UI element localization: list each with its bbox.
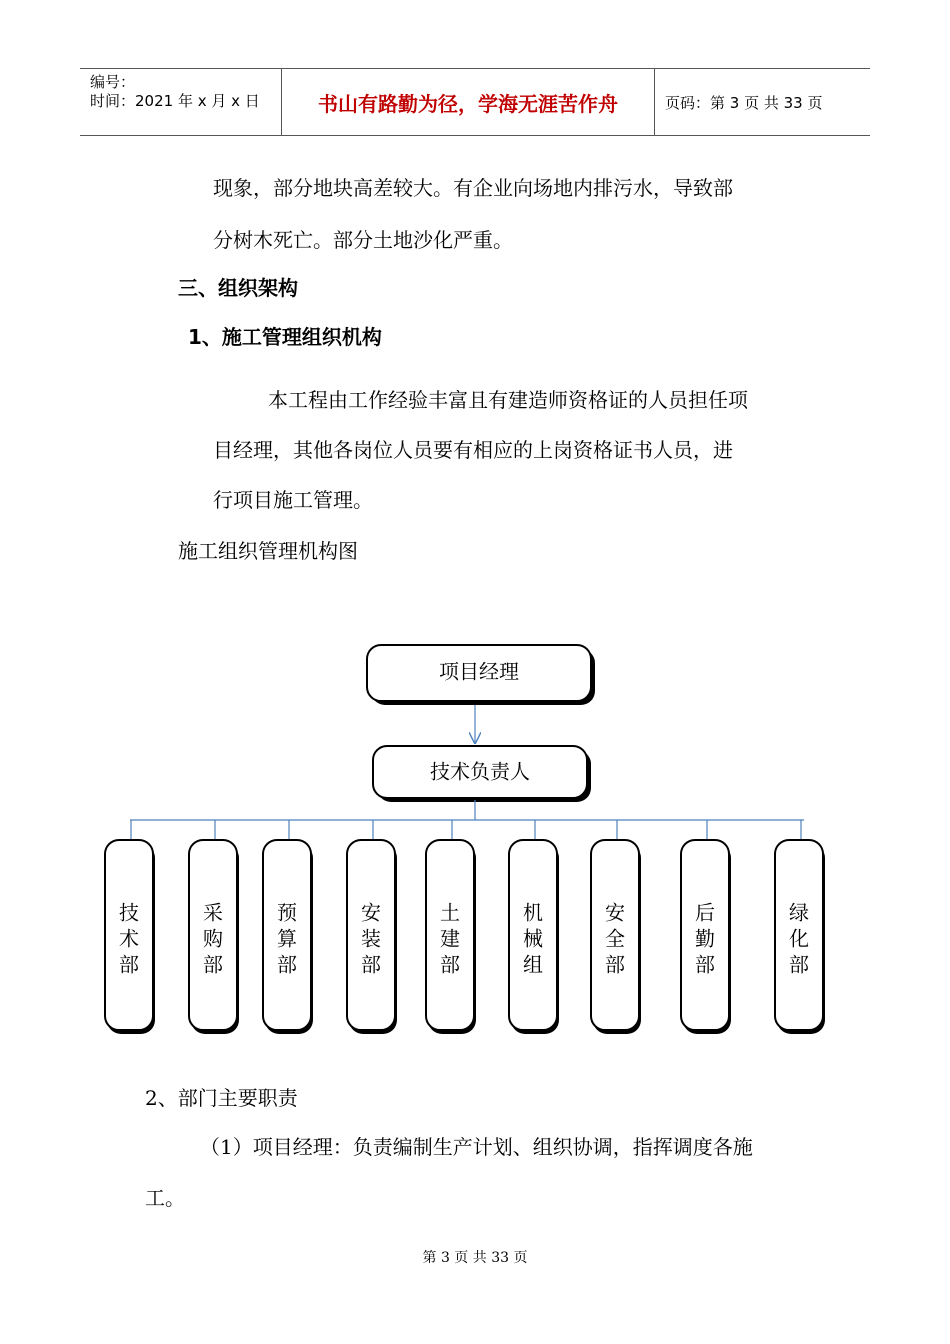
department-label-char: 部: [695, 952, 715, 977]
department-label-char: 术: [119, 926, 139, 951]
department-label-char: 采: [203, 900, 223, 925]
top-box-label: 项目经理: [439, 659, 519, 684]
department-label-char: 部: [605, 952, 625, 977]
subsection-heading: 2、部门主要职责: [145, 1086, 298, 1110]
date-label: 时间：2021 年 x 月 x 日: [90, 92, 260, 110]
department-label-char: 绿: [789, 900, 809, 925]
department-label-char: 部: [203, 952, 223, 977]
figure-caption: 施工组织管理机构图: [178, 539, 358, 563]
paragraph-line: 分树木死亡。部分土地沙化严重。: [213, 228, 513, 252]
department-label-char: 勤: [695, 926, 715, 951]
header-page-label: 页码：第 3 页 共 33 页: [665, 93, 823, 112]
paragraph-line: 行项目施工管理。: [213, 488, 373, 512]
page-header: [80, 68, 870, 136]
department-label-char: 购: [203, 926, 223, 951]
department-label-char: 机: [523, 900, 543, 925]
department-label-char: 组: [523, 952, 543, 977]
second-box-label: 技术负责人: [430, 759, 530, 784]
department-label-char: 土: [440, 900, 460, 925]
header-motto: 书山有路勤为径，学海无涯苦作舟: [282, 69, 655, 135]
paragraph-line: 现象，部分地块高差较大。有企业向场地内排污水，导致部: [213, 176, 733, 200]
department-label-char: 安: [361, 900, 381, 925]
department-label-char: 装: [361, 926, 381, 951]
department-label-char: 部: [440, 952, 460, 977]
paragraph-line: （1）项目经理：负责编制生产计划、组织协调，指挥调度各施: [200, 1135, 753, 1159]
paragraph-line: 工。: [145, 1186, 185, 1210]
department-label-char: 械: [523, 926, 543, 951]
department-label-char: 预: [277, 900, 297, 925]
subsection-heading: 1、施工管理组织机构: [188, 325, 382, 349]
department-label-char: 全: [605, 926, 625, 951]
department-label-char: 部: [789, 952, 809, 977]
department-label-char: 安: [605, 900, 625, 925]
department-label-char: 部: [277, 952, 297, 977]
section-heading: 三、组织架构: [178, 276, 298, 300]
header-meta: [80, 69, 282, 135]
department-label-char: 后: [695, 900, 715, 925]
department-label-char: 建: [440, 926, 460, 951]
number-label: 编号：: [90, 73, 136, 91]
department-label-char: 算: [277, 926, 297, 951]
department-label-char: 部: [119, 952, 139, 977]
department-label-char: 化: [789, 926, 809, 951]
paragraph-line: 本工程由工作经验丰富且有建造师资格证的人员担任项: [268, 388, 748, 412]
page-footer: 第 3 页 共 33 页: [422, 1250, 528, 1266]
department-label-char: 技: [119, 900, 139, 925]
paragraph-line: 目经理，其他各岗位人员要有相应的上岗资格证书人员，进: [213, 438, 733, 462]
department-label-char: 部: [361, 952, 381, 977]
org-chart: [100, 640, 835, 1040]
